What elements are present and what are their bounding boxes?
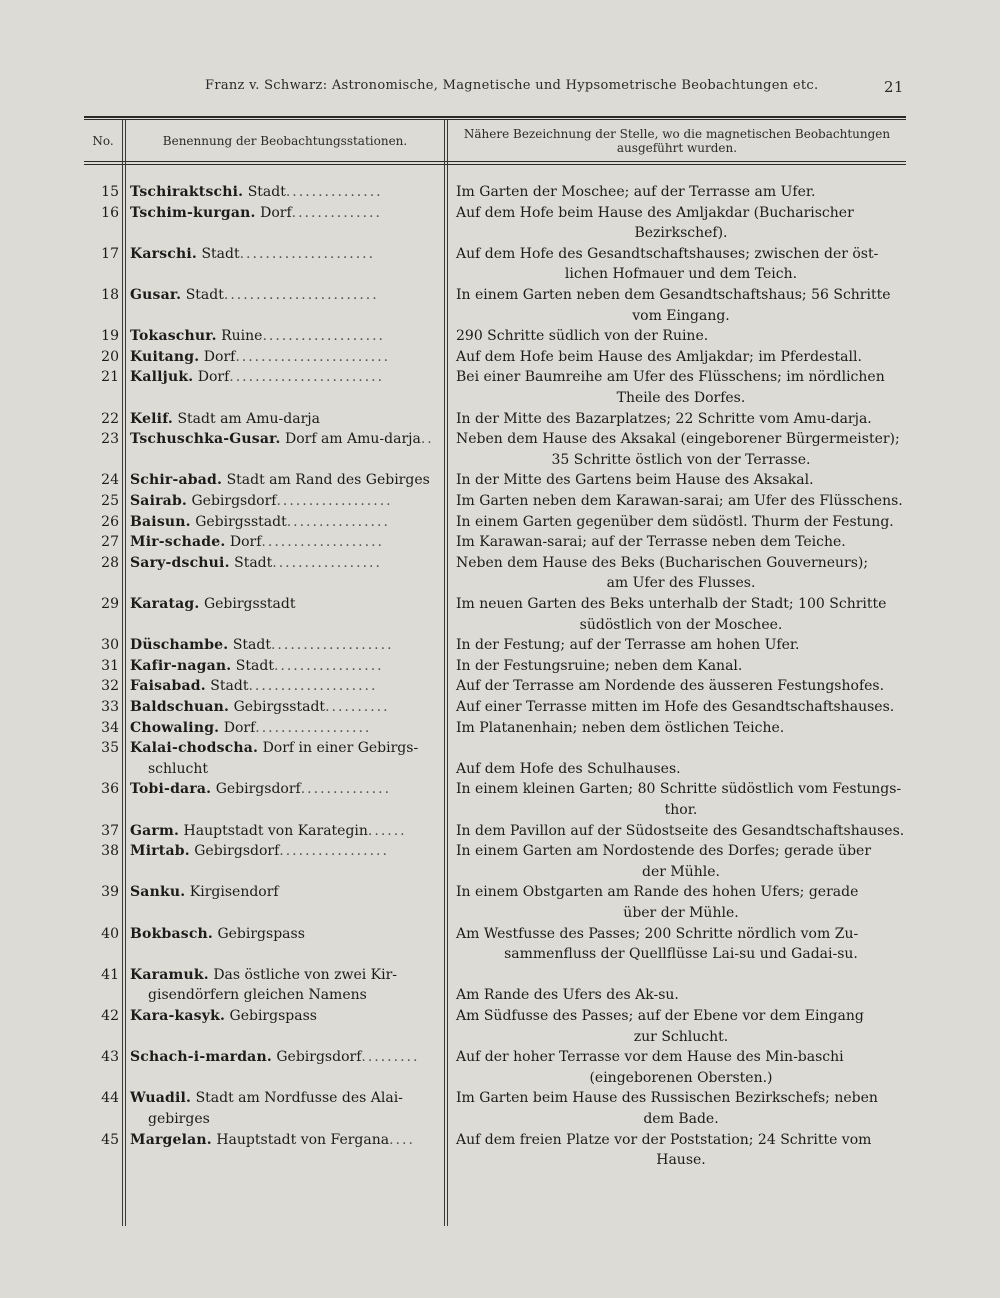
station-type: Hauptstadt von Fergana — [216, 1131, 390, 1148]
station-name — [130, 594, 442, 615]
station-number: 17 — [101, 245, 119, 262]
station-number: 30 — [101, 637, 119, 654]
station-place: Tokaschur. — [130, 328, 217, 345]
station-place: Margelan. — [130, 1131, 212, 1148]
station-description — [456, 656, 906, 677]
station-name — [130, 1047, 442, 1068]
station-number: 27 — [101, 534, 119, 551]
station-place: Tschim-kurgan. — [130, 204, 256, 221]
station-name — [130, 1130, 442, 1151]
station-name — [130, 182, 442, 203]
header-bottom-rule-2 — [84, 164, 906, 165]
description-line: Im neuen Garten des Beks unterhalb der Stadt; 100 Schritte — [456, 596, 887, 612]
station-name-cont: schlucht — [148, 760, 209, 777]
station-description — [456, 512, 906, 533]
station-description — [456, 1088, 906, 1129]
station-description — [456, 553, 906, 594]
station-place: Karatag. — [130, 596, 200, 612]
table-row — [84, 1006, 906, 1047]
station-number: 35 — [101, 740, 119, 757]
station-number: 15 — [101, 184, 119, 200]
station-description — [456, 594, 906, 635]
station-number: 37 — [101, 822, 119, 839]
station-number: 44 — [101, 1090, 119, 1107]
station-place: Karamuk. — [130, 966, 209, 983]
station-name — [130, 326, 442, 347]
station-place: Baisun. — [130, 513, 191, 530]
leader-dots: .... — [389, 1131, 415, 1148]
description-line-cont: vom Eingang. — [632, 307, 730, 324]
table-row — [84, 326, 906, 347]
description-line: Im Garten beim Hause des Russischen Bezirkschefs; neben — [456, 1090, 878, 1107]
station-name — [130, 429, 442, 450]
station-description — [456, 491, 906, 512]
station-place: Sairab. — [130, 493, 188, 509]
station-type: Gebirgsstadt — [203, 596, 296, 612]
stations-table — [84, 116, 906, 1226]
leader-dots: ........................ — [235, 348, 391, 365]
station-place: Tobi-dara. — [130, 781, 212, 798]
station-type: Stadt — [232, 637, 271, 654]
station-name — [130, 841, 442, 862]
leader-dots: ..................... — [239, 245, 376, 262]
description-line: Im Garten der Moschee; auf der Terrasse am Ufer. — [456, 184, 816, 200]
station-name — [130, 347, 442, 368]
station-description — [456, 409, 906, 430]
station-description — [456, 1006, 906, 1047]
table-row — [84, 429, 906, 470]
station-description — [456, 882, 906, 923]
table-row — [84, 203, 906, 244]
description-line-cont: Bezirkschef). — [634, 225, 728, 242]
description-line: Auf der hoher Terrasse vor dem Hause des Min-baschi — [456, 1049, 844, 1066]
leader-dots: ...... — [367, 822, 407, 839]
running-title: Franz v. Schwarz: Astronomische, Magnetische und Hypsometrische Beobachtungen etc. — [205, 78, 819, 93]
table-row — [84, 1130, 906, 1171]
station-description — [456, 367, 906, 408]
station-name-cont: gebirges — [148, 1110, 210, 1127]
station-name — [130, 285, 442, 306]
station-place: Baldschuan. — [130, 699, 230, 715]
description-line-cont: (eingeborenen Obersten.) — [589, 1069, 773, 1086]
description-line: In einem Garten neben dem Gesandtschaftshaus; 56 Schritte — [456, 287, 891, 303]
description-line-cont: zur Schlucht. — [633, 1028, 729, 1045]
station-number: 29 — [101, 596, 119, 612]
table-row — [84, 491, 906, 512]
station-number: 18 — [101, 287, 119, 303]
description-line-cont: der Mühle. — [642, 863, 720, 880]
description-line-cont: Am Rande des Ufers des Ak-su. — [456, 987, 679, 1004]
leader-dots: .. — [420, 431, 434, 448]
table-row — [84, 656, 906, 677]
station-description — [456, 429, 906, 470]
station-place: Sary-dschui. — [130, 554, 230, 571]
description-line: In der Festungsruine; neben dem Kanal. — [456, 657, 743, 674]
station-name — [130, 882, 442, 903]
station-description — [456, 779, 906, 820]
station-type: Dorf am Amu-darja — [284, 431, 421, 448]
station-number: 19 — [101, 328, 119, 345]
station-description — [456, 924, 906, 965]
description-line: Auf dem Hofe des Gesandtschaftshauses; zwischen der öst- — [456, 245, 879, 262]
table-row — [84, 882, 906, 923]
leader-dots: .............. — [291, 204, 382, 221]
table-row — [84, 965, 906, 1006]
table-row — [84, 409, 906, 430]
station-description — [456, 326, 906, 347]
table-row — [84, 285, 906, 326]
running-head — [0, 78, 1000, 100]
description-line: Im Karawan-sarai; auf der Terrasse neben dem Teiche. — [456, 534, 846, 551]
station-place: Schach-i-mardan. — [130, 1049, 272, 1066]
station-name — [130, 553, 442, 574]
station-name — [130, 821, 442, 842]
station-type: Gebirgspass — [217, 925, 305, 942]
station-name — [130, 656, 442, 677]
station-description — [456, 203, 906, 244]
description-line: In einem Garten am Nordostende des Dorfes; gerade über — [456, 843, 872, 860]
station-place: Kara-kasyk. — [130, 1008, 226, 1024]
station-name — [130, 244, 442, 265]
leader-dots: ................... — [262, 328, 386, 345]
station-type: Gebirgsdorf — [215, 781, 301, 798]
station-number: 36 — [101, 781, 119, 798]
station-place: Wuadil. — [130, 1090, 192, 1107]
station-type: Stadt — [247, 184, 286, 200]
station-name — [130, 738, 442, 779]
station-number: 43 — [101, 1049, 119, 1066]
station-type: Gebirgspass — [229, 1008, 317, 1024]
station-type: Dorf — [229, 534, 262, 551]
station-number: 38 — [101, 843, 119, 860]
station-number: 31 — [101, 657, 119, 674]
station-place: Schir-abad. — [130, 472, 223, 489]
station-number: 34 — [101, 719, 119, 736]
table-top-rule — [84, 116, 906, 118]
station-number: 20 — [101, 348, 119, 365]
description-line: In einem Obstgarten am Rande des hohen Ufers; gerade — [456, 884, 859, 901]
column-header-no: No. — [92, 133, 114, 148]
station-type: Stadt am Rand des Gebirges — [226, 472, 430, 489]
station-description — [456, 697, 906, 718]
station-number: 40 — [101, 925, 119, 942]
description-line: In dem Pavillon auf der Südostseite des Gesandtschaftshauses. — [456, 822, 905, 839]
station-place: Garm. — [130, 822, 180, 839]
station-type: Hauptstadt von Karategin — [183, 822, 368, 839]
description-line: In der Mitte des Gartens beim Hause des Aksakal. — [456, 472, 814, 489]
table-row — [84, 821, 906, 842]
station-description — [456, 965, 906, 1006]
station-description — [456, 718, 906, 739]
station-place: Tschuschka-Gusar. — [130, 431, 281, 448]
station-type: Stadt — [210, 678, 249, 695]
station-type: Das östliche von zwei Kir- — [213, 966, 398, 983]
table-row — [84, 779, 906, 820]
station-place: Kalljuk. — [130, 369, 194, 386]
station-name — [130, 697, 442, 718]
station-place: Kelif. — [130, 410, 174, 427]
station-place: Kuitang. — [130, 348, 200, 365]
station-name-cont: gisendörfern gleichen Namens — [148, 987, 367, 1004]
station-number: 25 — [101, 493, 119, 509]
station-place: Karschi. — [130, 245, 197, 262]
table-row — [84, 347, 906, 368]
station-place: Tschiraktschi. — [130, 184, 244, 200]
leader-dots: ........................ — [229, 369, 385, 386]
table-row — [84, 594, 906, 635]
table-row — [84, 676, 906, 697]
leader-dots: ......... — [361, 1049, 420, 1066]
leader-dots: .................. — [276, 493, 393, 509]
leader-dots: .................... — [248, 678, 378, 695]
description-line-cont: Auf dem Hofe des Schulhauses. — [456, 760, 681, 777]
leader-dots: ................ — [286, 513, 390, 530]
leader-dots: ................. — [279, 843, 389, 860]
table-row — [84, 1047, 906, 1088]
station-type: Stadt — [235, 657, 274, 674]
description-line-cont: Theile des Dorfes. — [616, 389, 746, 406]
table-row — [84, 738, 906, 779]
leader-dots: .............. — [300, 781, 392, 798]
description-line-cont: sammenfluss der Quellflüsse Lai-su und Gadai-su. — [504, 946, 858, 963]
description-line: In der Festung; auf der Terrasse am hohen Ufer. — [456, 637, 800, 654]
station-type: Dorf — [223, 719, 256, 736]
station-name — [130, 1006, 442, 1027]
station-name — [130, 779, 442, 800]
station-place: Gusar. — [130, 287, 182, 303]
leader-dots: .......... — [325, 699, 390, 715]
station-name — [130, 470, 442, 491]
station-number: 23 — [101, 431, 119, 448]
station-type: Stadt — [201, 245, 240, 262]
leader-dots: ........................ — [223, 287, 379, 303]
station-type: Dorf — [260, 204, 292, 221]
leader-dots: ................... — [261, 534, 384, 551]
station-description — [456, 841, 906, 882]
station-description — [456, 821, 906, 842]
station-place: Chowaling. — [130, 719, 220, 736]
description-line-cont: lichen Hofmauer und dem Teich. — [564, 266, 798, 283]
description-line-cont: über der Mühle. — [623, 904, 739, 921]
station-place: Kafir-nagan. — [130, 657, 232, 674]
station-number: 32 — [101, 678, 119, 695]
station-description — [456, 1047, 906, 1088]
column-header-description: Nähere Bezeichnung der Stelle, wo die magnetischen Beobachtungen ausgeführt wurden. — [463, 126, 891, 155]
station-place: Mir-schade. — [130, 534, 226, 551]
table-row — [84, 635, 906, 656]
station-type: Stadt am Nordfusse des Alai- — [195, 1090, 403, 1107]
station-type: Gebirgsstadt — [195, 513, 287, 530]
leader-dots: ............... — [285, 184, 383, 200]
station-place: Sanku. — [130, 884, 186, 901]
station-number: 33 — [101, 699, 119, 715]
leader-dots: .................. — [255, 719, 372, 736]
station-name — [130, 635, 442, 656]
station-description — [456, 182, 906, 203]
station-place: Düschambe. — [130, 637, 229, 654]
station-type: Stadt — [234, 554, 273, 571]
station-description — [456, 347, 906, 368]
table-row — [84, 512, 906, 533]
station-name — [130, 367, 442, 388]
table-row — [84, 182, 906, 203]
table-row — [84, 367, 906, 408]
description-line: 290 Schritte südlich von der Ruine. — [456, 328, 709, 345]
station-type: Kirgisendorf — [189, 884, 279, 901]
page-number: 21 — [884, 78, 904, 96]
description-line-cont: dem Bade. — [643, 1110, 719, 1127]
description-line: Auf dem freien Platze vor der Poststation; 24 Schritte vom — [456, 1131, 872, 1148]
station-type: Gebirgsstadt — [233, 699, 326, 715]
station-description — [456, 532, 906, 553]
station-description — [456, 285, 906, 326]
station-number: 26 — [101, 513, 119, 530]
column-header-name: Benennung der Beobachtungsstationen. — [162, 133, 408, 148]
station-description — [456, 244, 906, 285]
station-number: 28 — [101, 554, 119, 571]
station-type: Gebirgsdorf — [191, 493, 277, 509]
station-place: Faisabad. — [130, 678, 206, 695]
station-place: Mirtab. — [130, 843, 190, 860]
description-line: In einem Garten gegenüber dem südöstl. Thurm der Festung. — [456, 513, 894, 530]
station-name — [130, 676, 442, 697]
station-name — [130, 203, 442, 224]
station-type: Dorf — [197, 369, 230, 386]
description-line: Neben dem Hause des Beks (Bucharischen Gouverneurs); — [456, 554, 869, 571]
leader-dots: ................... — [270, 637, 394, 654]
station-name — [130, 965, 442, 1006]
description-line: Auf dem Hofe beim Hause des Amljakdar; im Pferdestall. — [456, 348, 862, 365]
description-line-cont: am Ufer des Flusses. — [606, 575, 756, 592]
description-line: Auf einer Terrasse mitten im Hofe des Gesandtschaftshauses. — [456, 699, 895, 715]
station-name — [130, 532, 442, 553]
description-line: In einem kleinen Garten; 80 Schritte südöstlich vom Festungs- — [456, 781, 902, 798]
description-line: Im Platanenhain; neben dem östlichen Teiche. — [456, 719, 785, 736]
table-row — [84, 718, 906, 739]
station-type: Stadt — [185, 287, 224, 303]
station-number: 16 — [101, 204, 119, 221]
station-number: 45 — [101, 1131, 119, 1148]
station-number: 42 — [101, 1008, 119, 1024]
station-name — [130, 491, 442, 512]
table-row — [84, 470, 906, 491]
station-number: 22 — [101, 410, 119, 427]
table-row — [84, 841, 906, 882]
description-line: Bei einer Baumreihe am Ufer des Flüsschens; im nördlichen — [456, 369, 885, 386]
description-line-cont: 35 Schritte östlich von der Terrasse. — [551, 451, 811, 468]
description-line-cont: südöstlich von der Moschee. — [579, 616, 783, 633]
table-row — [84, 697, 906, 718]
station-number: 41 — [101, 966, 119, 983]
description-line: In der Mitte des Bazarplatzes; 22 Schritte vom Amu-darja. — [456, 410, 872, 427]
station-description — [456, 738, 906, 779]
station-type: Gebirgsdorf — [276, 1049, 362, 1066]
station-number: 39 — [101, 884, 119, 901]
description-line: Auf dem Hofe beim Hause des Amljakdar (Bucharischer — [456, 204, 854, 221]
description-line: Neben dem Hause des Aksakal (eingeborener Bürgermeister); — [456, 431, 900, 448]
header-bottom-rule — [84, 161, 906, 162]
station-description — [456, 470, 906, 491]
station-number: 24 — [101, 472, 119, 489]
station-type: Dorf — [203, 348, 236, 365]
table-row — [84, 1088, 906, 1129]
station-name — [130, 512, 442, 533]
table-row — [84, 553, 906, 594]
description-line-cont: Hause. — [656, 1152, 706, 1169]
station-type: Gebirgsdorf — [194, 843, 280, 860]
station-description — [456, 1130, 906, 1171]
description-line: Am Westfusse des Passes; 200 Schritte nördlich vom Zu- — [456, 925, 859, 942]
description-line: Auf der Terrasse am Nordende des äusseren Festungshofes. — [456, 678, 885, 695]
description-line: Am Südfusse des Passes; auf der Ebene vor dem Eingang — [456, 1008, 864, 1024]
station-description — [456, 635, 906, 656]
station-number: 21 — [101, 369, 119, 386]
station-type: Dorf in einer Gebirgs- — [262, 740, 419, 757]
description-line: Im Garten neben dem Karawan-sarai; am Ufer des Flüsschens. — [456, 493, 903, 509]
table-row — [84, 924, 906, 965]
station-place: Bokbasch. — [130, 925, 213, 942]
station-name — [130, 409, 442, 430]
station-name — [130, 924, 442, 945]
table-row — [84, 532, 906, 553]
leader-dots: ................. — [272, 554, 382, 571]
station-name — [130, 718, 442, 739]
station-type: Ruine — [221, 328, 263, 345]
table-row — [84, 244, 906, 285]
station-description — [456, 676, 906, 697]
station-place: Kalai-chodscha. — [130, 740, 259, 757]
leader-dots: ................. — [273, 657, 384, 674]
station-name — [130, 1088, 442, 1129]
station-type: Stadt am Amu-darja — [177, 410, 320, 427]
description-line-cont: thor. — [664, 801, 698, 818]
